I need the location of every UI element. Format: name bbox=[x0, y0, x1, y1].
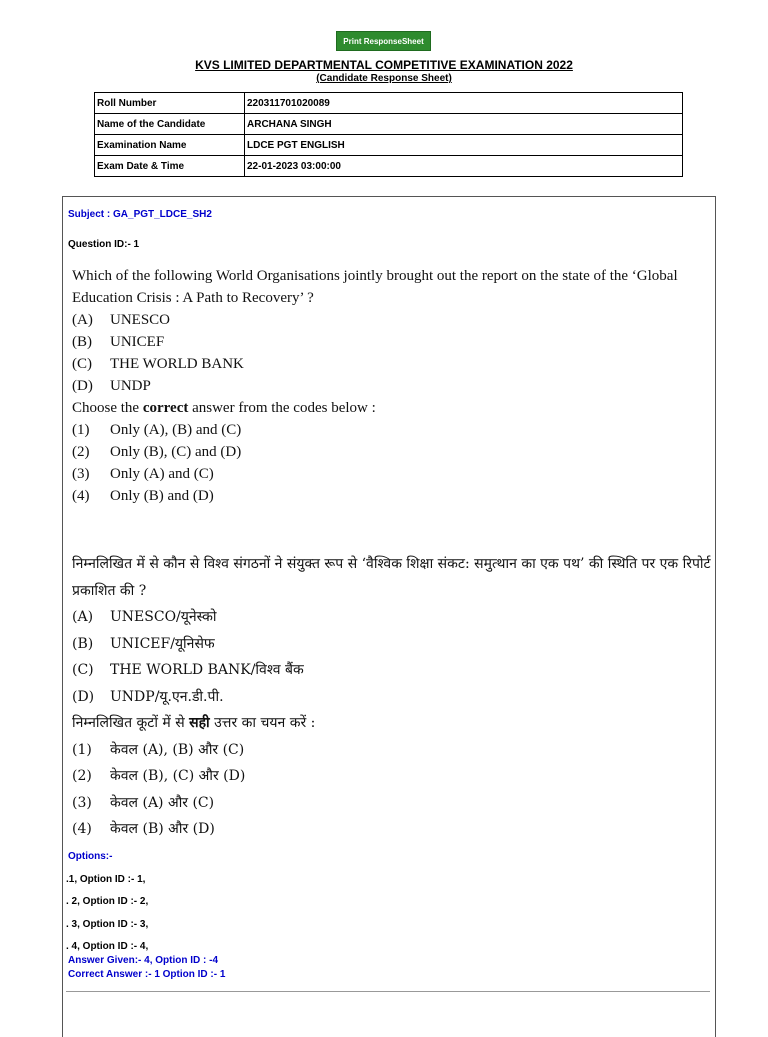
page-title: KVS LIMITED DEPARTMENTAL COMPETITIVE EXAMINATION 2022 bbox=[195, 58, 573, 72]
table-row bbox=[95, 135, 683, 156]
roll-number-label: Roll Number bbox=[95, 93, 245, 114]
list-item bbox=[72, 353, 712, 375]
item-code: (A) bbox=[72, 312, 93, 328]
page-subtitle: (Candidate Response Sheet) bbox=[316, 73, 452, 84]
item-text: UNESCO bbox=[110, 312, 171, 328]
code-text: केवल (B), (C) और (D) bbox=[110, 768, 246, 784]
instruction-emphasis: correct bbox=[142, 400, 189, 416]
code-text: Only (A), (B) and (C) bbox=[110, 422, 242, 438]
code-number: (1) bbox=[72, 741, 92, 758]
code-text: केवल (A) और (C) bbox=[110, 794, 215, 811]
answer-given: Answer Given:- 4, Option ID : -4 bbox=[68, 955, 219, 966]
exam-datetime-label: Exam Date & Time bbox=[95, 156, 245, 177]
option-item-1: .1, Option ID :- 1, bbox=[66, 874, 146, 885]
list-item bbox=[72, 604, 712, 631]
list-item bbox=[72, 441, 712, 463]
options-heading: Options:- bbox=[68, 851, 113, 862]
list-item bbox=[72, 463, 712, 485]
code-number: (3) bbox=[72, 794, 92, 811]
question-stem: Which of the following World Organisations jointly brought out the report on the state of the ‘Global Education Crisis : A Path to Recovery’ ? bbox=[72, 268, 678, 306]
item-text: UNESCO/यूनेस्को bbox=[110, 609, 217, 625]
table-row bbox=[95, 93, 683, 114]
list-item bbox=[72, 309, 712, 331]
item-text: UNDP/यू.एन.डी.पी. bbox=[110, 688, 224, 705]
item-code: (A) bbox=[72, 609, 94, 625]
item-code: (B) bbox=[72, 334, 92, 350]
exam-name-label: Examination Name bbox=[95, 135, 245, 156]
item-code: (D) bbox=[72, 688, 95, 705]
list-item bbox=[72, 763, 712, 790]
table-row bbox=[95, 114, 683, 135]
item-code: (C) bbox=[72, 662, 94, 678]
code-text: Only (B), (C) and (D) bbox=[110, 444, 242, 460]
list-item bbox=[72, 657, 712, 684]
instruction bbox=[72, 710, 712, 737]
list-item bbox=[72, 790, 712, 817]
list-item bbox=[72, 485, 712, 507]
list-item bbox=[72, 331, 712, 353]
exam-datetime-value: 22-01-2023 03:00:00 bbox=[245, 156, 683, 177]
option-item-4: . 4, Option ID :- 4, bbox=[66, 941, 149, 952]
item-text: UNICEF/यूनिसेफ bbox=[110, 635, 215, 652]
instruction-text: Choose the bbox=[72, 400, 143, 416]
code-text: केवल (A), (B) और (C) bbox=[110, 741, 245, 758]
roll-number-value: 220311701020089 bbox=[245, 93, 683, 114]
candidate-info-table bbox=[94, 92, 683, 177]
option-item-3: . 3, Option ID :- 3, bbox=[66, 919, 149, 930]
code-number: (2) bbox=[72, 444, 90, 460]
instruction bbox=[72, 397, 712, 419]
correct-answer: Correct Answer :- 1 Option ID :- 1 bbox=[68, 969, 226, 980]
item-text: THE WORLD BANK bbox=[110, 356, 244, 372]
item-text: THE WORLD BANK/विश्व बैंक bbox=[110, 662, 304, 678]
item-code: (D) bbox=[72, 378, 93, 394]
instruction-emphasis: सही bbox=[189, 715, 210, 731]
instruction-text: answer from the codes below : bbox=[188, 400, 376, 416]
question-stem: निम्नलिखित में से कौन से विश्व संगठनों ने संयुक्त रूप से ‘वैश्विक शिक्षा संकट: समुत्थान का एक पथ’ की स्थिति पर एक रिपोर्ट प्रकाशित की ? bbox=[72, 556, 711, 599]
code-text: Only (B) and (D) bbox=[110, 488, 214, 504]
code-number: (2) bbox=[72, 768, 92, 784]
instruction-text: उत्तर का चयन करें : bbox=[209, 715, 316, 731]
list-item bbox=[72, 419, 712, 441]
code-text: Only (A) and (C) bbox=[110, 466, 214, 482]
code-text: केवल (B) और (D) bbox=[110, 821, 215, 837]
option-item-2: . 2, Option ID :- 2, bbox=[66, 896, 149, 907]
item-code: (C) bbox=[72, 356, 92, 372]
candidate-name-label: Name of the Candidate bbox=[95, 114, 245, 135]
instruction-text: निम्नलिखित कूटों में से bbox=[72, 715, 190, 731]
code-number: (1) bbox=[72, 422, 90, 438]
table-row bbox=[95, 156, 683, 177]
question-id: Question ID:- 1 bbox=[68, 239, 140, 250]
exam-name-value: LDCE PGT ENGLISH bbox=[245, 135, 683, 156]
print-response-sheet-button[interactable]: Print ResponseSheet bbox=[336, 31, 431, 51]
list-item bbox=[72, 631, 712, 658]
list-item bbox=[72, 684, 712, 711]
code-number: (3) bbox=[72, 466, 90, 482]
list-item bbox=[72, 816, 712, 843]
code-number: (4) bbox=[72, 488, 90, 504]
list-item bbox=[72, 375, 712, 397]
divider bbox=[66, 991, 710, 992]
candidate-name-value: ARCHANA SINGH bbox=[245, 114, 683, 135]
subject-label: Subject : GA_PGT_LDCE_SH2 bbox=[68, 209, 212, 220]
item-code: (B) bbox=[72, 635, 94, 652]
question-english bbox=[72, 265, 712, 507]
code-number: (4) bbox=[72, 821, 92, 837]
item-text: UNDP bbox=[110, 378, 151, 394]
question-hindi bbox=[72, 551, 712, 843]
list-item bbox=[72, 737, 712, 764]
item-text: UNICEF bbox=[110, 334, 165, 350]
